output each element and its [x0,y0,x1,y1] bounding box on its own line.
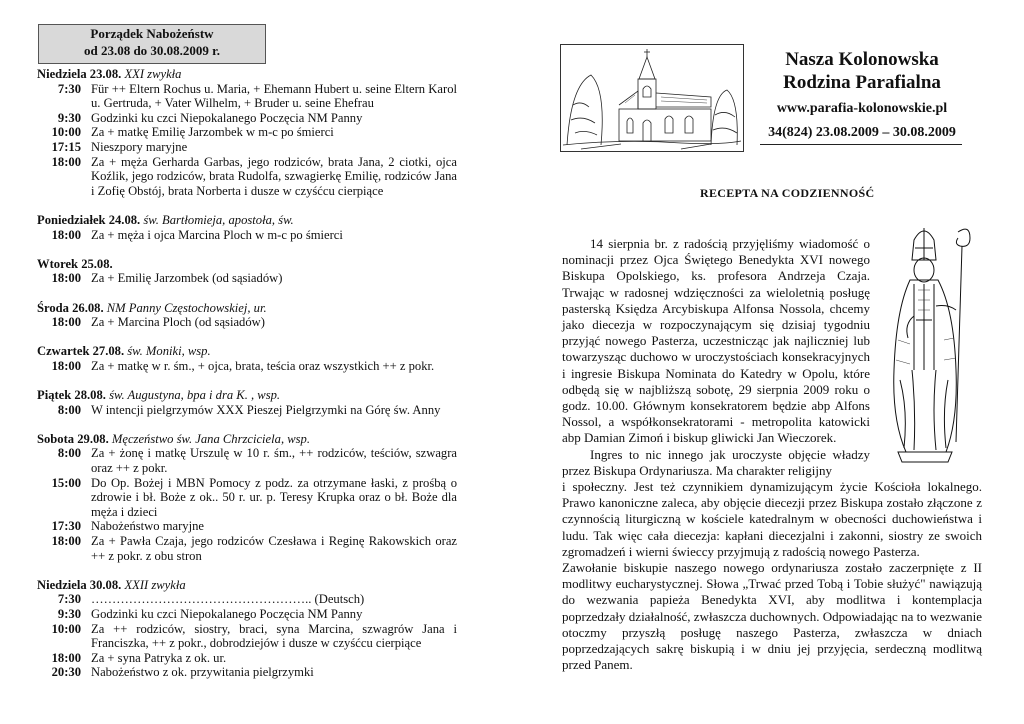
day-name: Sobota 29.08. [37,431,109,446]
liturgical-note: XXI zwykła [124,67,182,81]
day-spacer [37,563,457,578]
church-illustration [560,44,744,152]
mass-time: 7:30 [57,592,81,607]
mass-intention: Za + męża i ojca Marcina Ploch w m-c po śmierci [91,227,343,242]
mass-time: 18:00 [51,271,81,286]
mass-intention: Za + matkę w r. śm., + ojca, brata, teścia oraz wszystkich ++ z pokr. [91,358,435,373]
day-spacer [37,286,457,301]
day-name: Niedziela 30.08. [37,577,122,592]
day-heading [37,578,457,593]
parish-title-line1: Nasza Kolonowska [785,49,939,70]
mass-entry [37,82,457,111]
mass-time: 18:00 [51,534,81,548]
mass-intention: …………………………………………….. (Deutsch) [91,592,365,607]
day-heading [37,257,457,272]
liturgical-note: św. Augustyna, bpa i dra K. , wsp. [109,388,281,403]
mass-entry [37,519,457,534]
mass-time: 17:15 [51,139,81,154]
mass-intention: Za ++ rodziców, siostry, braci, syna Marcina, szwagrów Jana i Franciszka, ++ z pokr., dobrodziejów i dusze w czyśćcu cierpiące [91,621,457,651]
mass-intention: Za + Marcina Ploch (od sąsiadów) [91,315,265,330]
day-name: Środa 26.08. [37,300,104,315]
mass-schedule [37,67,457,680]
day-heading [37,432,457,447]
article-paragraph-2a: Ingres to nic innego jak uroczyste objęcie władzy przez Biskupa Ordynariusza. Ma charakter religijny [562,446,870,478]
day-spacer [37,373,457,388]
mass-intention: Do Op. Bożej i MBN Pomocy z podz. za otrzymane łaski, z prośbą o zdrowie i bł. Boże z ok.. 50 r. ur. p. Teresy Krupka oraz o bł. Boże dla męża i dzieci [91,475,457,519]
mass-time: 20:30 [51,665,81,680]
day-heading [37,301,457,316]
mass-time: 9:30 [57,606,81,621]
mass-intention: Za + żonę i matkę Urszulę w 10 r. śm., ++ rodziców, teściów, szwagra oraz ++ z pokr. [91,446,457,476]
mass-entry [37,315,457,330]
article-paragraph-2b: i społeczny. Jest też czynnikiem dynamizującym życie Kościoła lokalnego. Prawo kanoniczne zaleca, aby objęcie diecezji przez Biskupa zostało złączone z czynnością liturgiczną w kościele katedralnym w obecności duchowieństwa i ludu. Tak więc cała diecezja: kapłani diecezjalni i zakonni, siostry ze swoich zgromadzeń i wierni świeccy przyjmują z radością nowego Pasterza. [562,479,982,559]
liturgical-note: XXII zwykła [124,577,186,592]
liturgical-note: św. Bartłomieja, apostoła, św. [143,212,294,227]
mass-intention: Za + Pawła Czaja, jego rodziców Czesława i Reginę Rakowskich oraz ++ z pokr. z obu stron [91,534,457,563]
mass-time: 18:00 [51,358,81,373]
mass-entry [37,228,457,243]
mass-time: 8:00 [57,402,81,417]
day-name: Czwartek 27.08. [37,344,125,359]
article-paragraph-1: 14 sierpnia br. z radością przyjęliśmy wiadomość o nominacji przez Ojca Świętego Benedykta XVI nowego Biskupa Opolskiego, ks. profesora Andrzeja Czaja. Trwając w radosnej wdzięczności za wieloletnią posługę pasterską Księdza Arcybiskupa Alfonsa Nossola, chcemy jako diecezja w rozpoczynającym się dzisiaj tygodniu przyjąć nowego Pasterza, uczestnicząc jak najliczniej lub towarzysząc duchowo w uroczystościach konsekracyjnych i ingresie Biskupa Nominata do Katedry w Opolu, które odbędą się w najbliższą sobotę, 29 sierpnia 2009 roku o godz. 10.00. Głównym konsekratorem będzie abp Alfons Nossol, a współkonsekratorami - metropolita katowicki abp Damian Zimoń i biskup gliwicki Jan Wieczorek. [562,236,870,446]
mass-entry [37,607,457,622]
mass-time: 9:30 [57,110,81,125]
mass-intention: Za + męża Gerharda Garbas, jego rodziców, brata Jana, 2 ciotki, ojca Koźlik, jego rodziców, brata Rudolfa, szwagierkę Emilię, rodziców Jana i Zofię Obstój, brata Norberta i dusze w czyśćcu cierpiące [91,154,457,198]
mass-intention: Nieszpory maryjne [91,139,188,154]
day-heading [37,67,457,82]
day-heading [37,388,457,403]
mass-entry [37,592,457,607]
mass-entry [37,534,457,563]
parish-website: www.parafia-kolonowskie.pl [776,101,948,116]
masthead [752,48,972,145]
liturgical-note: NM Panny Częstochowskiej, ur. [106,300,267,315]
mass-entry [37,622,457,651]
mass-entry [37,651,457,666]
day-name: Wtorek 25.08. [37,256,113,271]
mass-intention: Nabożeństwo z ok. przywitania pielgrzymki [91,665,314,680]
mass-time: 7:30 [57,81,81,96]
mass-entry [37,359,457,374]
day-name: Piątek 28.08. [37,388,106,403]
mass-time: 15:00 [51,475,81,490]
article-paragraph-3: Zawołanie biskupie naszego nowego ordynariusza zostało zaczerpnięte z II modlitwy eucharystycznej. Słowa „Trwać przed Tobą i Tobie służyć" nawiązują do wezwania papieża Benedykta XVI, aby modlitwa i kontemplacja poprzedzały działalność, zwłaszcza duchownych. Odpowiadając na to wezwanie otoczmy przyszłą posługę naszego Pasterza, zwłaszcza w dniach poprzedzających sakrę biskupią i w dniu jej przyjęcia, serdeczną modlitwą przed Panem. [562,560,982,673]
article-title: RECEPTA NA CODZIENNOŚĆ [700,186,875,200]
mass-time: 18:00 [51,650,81,665]
liturgical-note: św. Moniki, wsp. [127,344,211,359]
liturgical-note: Męczeństwo św. Jana Chrzciciela, wsp. [111,431,310,446]
day-heading [37,213,457,228]
article-body [562,236,982,673]
mass-intention: Godzinki ku czci Niepokalanego Poczęcia NM Panny [91,110,363,125]
parish-title-line2: Rodzina Parafialna [783,72,941,93]
mass-time: 18:00 [51,154,81,169]
day-heading [37,344,457,359]
mass-entry [37,446,457,475]
mass-intention: Za + syna Patryka z ok. ur. [91,650,227,665]
mass-entry [37,111,457,126]
mass-entry [37,403,457,418]
day-spacer [37,242,457,257]
mass-time: 17:30 [51,519,81,534]
schedule-dates: od 23.08 do 30.08.2009 r. [83,43,221,58]
mass-intention: W intencji pielgrzymów XXX Pieszej Pielgrzymki na Górę św. Anny [91,402,441,417]
schedule-header [38,24,266,64]
mass-intention: Nabożeństwo maryjne [91,519,204,534]
mass-intention: Za + matkę Emilię Jarzombek w m-c po śmierci [91,125,334,140]
day-name: Poniedziałek 24.08. [37,212,141,227]
day-name: Niedziela 23.08. [37,67,122,81]
mass-entry [37,476,457,520]
schedule-title: Porządek Nabożeństw [90,26,214,41]
mass-entry [37,140,457,155]
mass-entry [37,125,457,140]
mass-entry [37,155,457,199]
mass-entry [37,271,457,286]
masthead-rule [760,144,962,145]
mass-entry [37,665,457,680]
mass-intention: Für ++ Eltern Rochus u. Maria, + Ehemann Hubert u. seine Eltern Karol u. Gertruda, + Vater Wilhelm, + Bruder u. seine Ehefrau [91,81,457,111]
mass-time: 10:00 [51,621,81,636]
day-spacer [37,417,457,432]
mass-intention: Za + Emilię Jarzombek (od sąsiadów) [91,271,283,286]
mass-time: 18:00 [51,315,81,330]
mass-intention: Godzinki ku czci Niepokalanego Poczęcia NM Panny [91,606,363,621]
mass-time: 10:00 [51,125,81,140]
mass-time: 18:00 [51,227,81,242]
issue-number: 34(824) 23.08.2009 – 30.08.2009 [768,125,956,140]
mass-time: 8:00 [57,446,81,461]
day-spacer [37,198,457,213]
day-spacer [37,330,457,345]
